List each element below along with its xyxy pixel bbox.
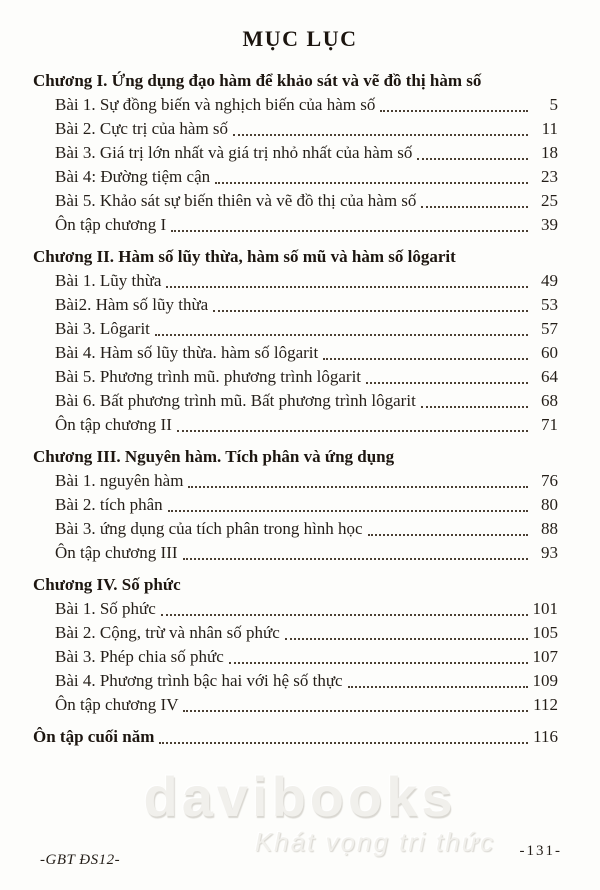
toc-entry-page-number: 39	[541, 215, 558, 234]
toc-entry-label: Bài 6. Bất phương trình mũ. Bất phương trình lôgarit	[55, 391, 416, 410]
watermark-slogan: Khát vọng tri thức	[254, 827, 496, 857]
toc-entry-2-4	[33, 341, 558, 365]
toc-entry-label: Bài 2. Cộng, trừ và nhân số phức	[55, 623, 280, 642]
toc-entry-label: Ôn tập chương IV	[55, 695, 179, 714]
toc-entry-page-number: 116	[533, 727, 558, 746]
dot-leader	[233, 134, 528, 136]
toc-entry-1-6	[33, 213, 558, 237]
toc-entry-label: Ôn tập chương I	[55, 215, 167, 234]
toc-entry-page-number: 49	[541, 271, 558, 290]
toc-entry-3-1	[33, 469, 558, 493]
toc-entry-4-2	[33, 621, 558, 645]
dot-leader	[183, 558, 528, 560]
chapter-heading-2: Chương II. Hàm số lũy thừa, hàm số mũ và hàm số lôgarit	[33, 247, 456, 266]
toc-entry-label: Bài 5. Khảo sát sự biến thiên và vẽ đồ thị của hàm số	[55, 191, 417, 210]
toc-entry-1-5	[33, 189, 558, 213]
toc-entry-label: Bài 5. Phương trình mũ. phương trình lôgarit	[55, 367, 362, 386]
toc-section-3	[33, 445, 558, 565]
toc-entry-page-number: 60	[541, 343, 558, 362]
dot-leader	[366, 382, 528, 384]
toc-entry-page-number: 5	[549, 95, 558, 114]
toc-entry-label: Bài 4. Phương trình bậc hai với hệ số thực	[55, 671, 343, 690]
dot-leader	[168, 510, 528, 512]
toc-entry-3-2	[33, 493, 558, 517]
chapter-heading-1: Chương I. Ứng dụng đạo hàm để khảo sát và vẽ đồ thị hàm số	[33, 71, 482, 90]
toc-entry-label: Ôn tập cuối năm	[33, 727, 155, 746]
dot-leader	[159, 742, 528, 744]
toc-section-4	[33, 573, 558, 717]
toc-entry-label: Bài 1. Sự đồng biến và nghịch biến của hàm số	[55, 95, 376, 114]
toc-entry-3-4	[33, 541, 558, 565]
toc-entry-final	[33, 725, 558, 749]
dot-leader	[417, 158, 528, 160]
toc-entry-page-number: 57	[541, 319, 558, 338]
toc-entry-page-number: 23	[541, 167, 558, 186]
toc-entry-label: Bài 4: Đường tiệm cận	[55, 167, 211, 186]
toc-entry-1-3	[33, 141, 558, 165]
toc-entry-page-number: 64	[541, 367, 558, 386]
dot-leader	[213, 310, 528, 312]
dot-leader	[155, 334, 528, 336]
toc-entry-label: Bài 4. Hàm số lũy thừa. hàm số lôgarit	[55, 343, 319, 362]
toc-entry-2-7	[33, 413, 558, 437]
toc-entry-4-5	[33, 693, 558, 717]
table-of-contents	[0, 52, 600, 749]
toc-entry-page-number: 18	[541, 143, 558, 162]
dot-leader	[323, 358, 528, 360]
dot-leader	[188, 486, 528, 488]
footer-book-code: -GBT ĐS12-	[40, 852, 121, 868]
dot-leader	[171, 230, 528, 232]
toc-entry-label: Bài 2. Cực trị của hàm số	[55, 119, 229, 138]
toc-entry-2-3	[33, 317, 558, 341]
dot-leader	[348, 686, 528, 688]
toc-entry-2-2	[33, 293, 558, 317]
toc-entry-page-number: 88	[541, 519, 558, 538]
page-footer	[0, 843, 600, 869]
dot-leader	[421, 206, 528, 208]
toc-entry-4-3	[33, 645, 558, 669]
toc-entry-1-4	[33, 165, 558, 189]
dot-leader	[380, 110, 528, 112]
toc-final-section	[33, 725, 558, 749]
toc-entry-page-number: 71	[541, 415, 558, 434]
toc-entry-page-number: 105	[532, 623, 558, 642]
toc-entry-page-number: 109	[532, 671, 558, 690]
toc-entry-label: Bài 1. Lũy thừa	[55, 271, 162, 290]
dot-leader	[229, 662, 528, 664]
chapter-heading-3: Chương III. Nguyên hàm. Tích phân và ứng dụng	[33, 447, 395, 466]
toc-section-2	[33, 245, 558, 437]
chapter-heading-4: Chương IV. Số phức	[33, 575, 181, 594]
toc-section-1	[33, 69, 558, 237]
dot-leader	[183, 710, 528, 712]
dot-leader	[421, 406, 528, 408]
toc-entry-3-3	[33, 517, 558, 541]
dot-leader	[368, 534, 528, 536]
dot-leader	[161, 614, 528, 616]
toc-entry-label: Ôn tập chương II	[55, 415, 172, 434]
toc-entry-page-number: 107	[532, 647, 558, 666]
toc-entry-1-2	[33, 117, 558, 141]
toc-entry-page-number: 11	[541, 119, 558, 138]
toc-entry-page-number: 68	[541, 391, 558, 410]
toc-entry-1-1	[33, 93, 558, 117]
toc-entry-label: Bài 3. ứng dụng của tích phân trong hình học	[55, 519, 363, 538]
toc-entry-page-number: 80	[541, 495, 558, 514]
toc-entry-page-number: 53	[541, 295, 558, 314]
toc-entry-4-1	[33, 597, 558, 621]
watermark-brand: davibooks	[143, 765, 457, 828]
toc-entry-2-5	[33, 365, 558, 389]
page-title: MỤC LỤC	[242, 26, 358, 51]
toc-entry-4-4	[33, 669, 558, 693]
toc-entry-page-number: 25	[541, 191, 558, 210]
dot-leader	[166, 286, 528, 288]
toc-entry-2-1	[33, 269, 558, 293]
toc-entry-2-6	[33, 389, 558, 413]
toc-entry-page-number: 112	[533, 695, 558, 714]
toc-entry-label: Bài 1. Số phức	[55, 599, 156, 618]
toc-entry-page-number: 101	[532, 599, 558, 618]
toc-entry-label: Bài2. Hàm số lũy thừa	[55, 295, 209, 314]
dot-leader	[285, 638, 528, 640]
toc-entry-label: Bài 3. Lôgarit	[55, 319, 150, 338]
toc-entry-label: Bài 3. Phép chia số phức	[55, 647, 224, 666]
toc-entry-label: Ôn tập chương III	[55, 543, 178, 562]
dot-leader	[177, 430, 528, 432]
footer-page-number: -131-	[519, 843, 562, 859]
toc-entry-label: Bài 3. Giá trị lớn nhất và giá trị nhỏ nhất của hàm số	[55, 143, 413, 162]
dot-leader	[215, 182, 528, 184]
toc-entry-page-number: 93	[541, 543, 558, 562]
toc-entry-page-number: 76	[541, 471, 558, 490]
toc-entry-label: Bài 1. nguyên hàm	[55, 471, 184, 490]
toc-entry-label: Bài 2. tích phân	[55, 495, 163, 514]
